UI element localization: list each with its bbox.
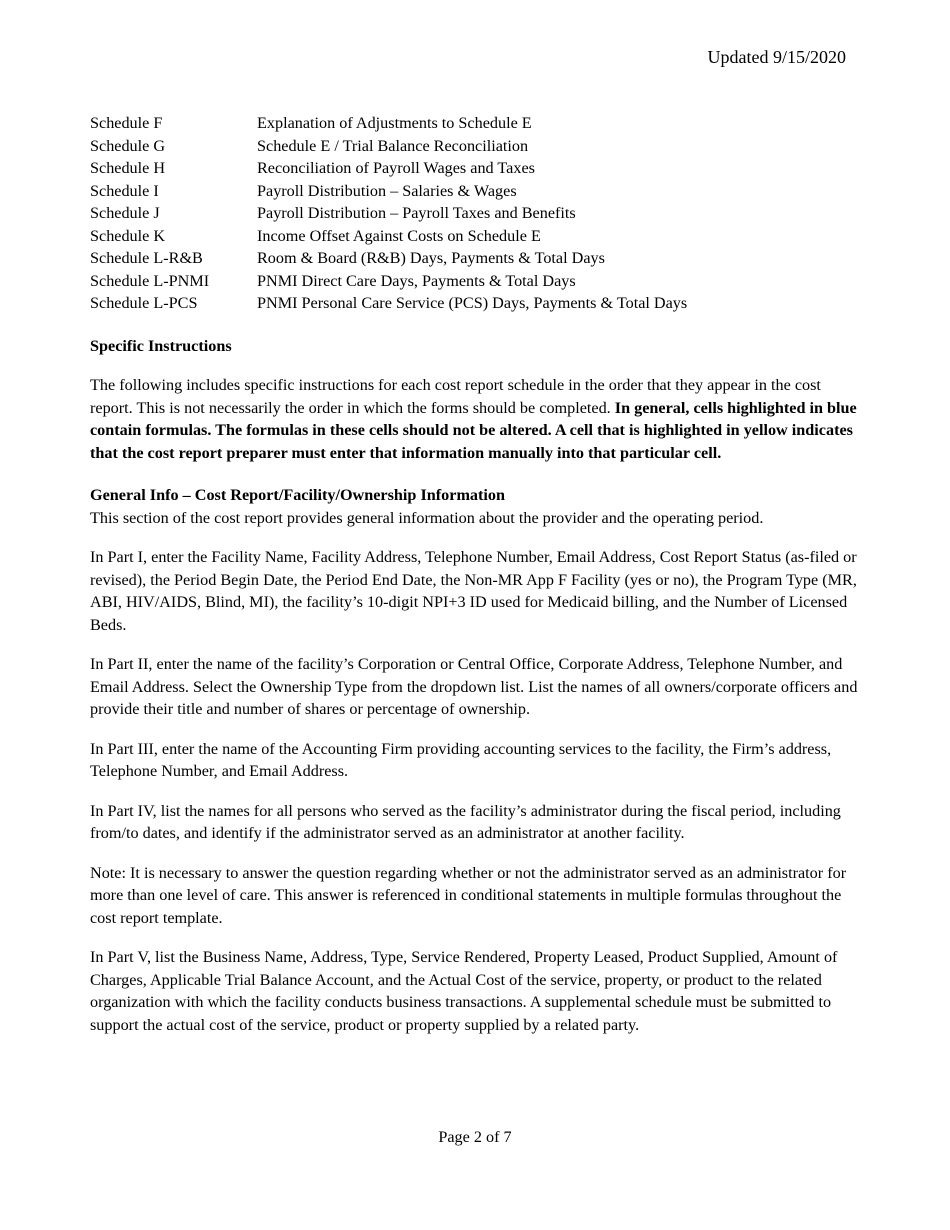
- part-i-paragraph: In Part I, enter the Facility Name, Facility Address, Telephone Number, Email Address, Cost Report Status (as-filed or revised), the Period Begin Date, the Period End Date, the Non-MR App F Facility (yes or no), the Program Type (MR, ABI, HIV/AIDS, Blind, MI), the facility’s 10-digit NPI+3 ID used for Medicaid billing, and the Number of Licensed Beds.: [90, 548, 857, 634]
- schedule-title: Reconciliation of Payroll Wages and Taxes: [257, 159, 535, 177]
- specific-instructions-heading: Specific Instructions: [90, 336, 232, 355]
- document-body: [90, 112, 865, 1036]
- schedule-title: Income Offset Against Costs on Schedule E: [257, 226, 541, 245]
- schedule-row: [90, 225, 865, 248]
- schedule-row: [90, 270, 865, 293]
- schedule-code: Schedule H: [90, 159, 166, 177]
- general-info-paragraph: This section of the cost report provides general information about the provider and the operating period.: [90, 508, 764, 527]
- page-number: Page 2 of 7: [438, 1128, 512, 1146]
- schedule-title: Payroll Distribution – Payroll Taxes and Benefits: [257, 204, 576, 222]
- schedule-title: PNMI Direct Care Days, Payments & Total Days: [257, 271, 576, 290]
- schedule-title: Schedule E / Trial Balance Reconciliation: [257, 136, 529, 155]
- schedule-code: Schedule G: [90, 136, 166, 155]
- schedule-code: Schedule J: [90, 204, 160, 222]
- schedule-row: [90, 202, 865, 225]
- part-ii-paragraph: In Part II, enter the name of the facility’s Corporation or Central Office, Corporate Address, Telephone Number, and Email Address. Select the Ownership Type from the dropdown list. List the names of all owners/corporate officers and provide their title and number of shares or percentage of ownership.: [90, 655, 858, 718]
- part-iii-paragraph: In Part III, enter the name of the Accounting Firm providing accounting services to the facility, the Firm’s address, Telephone Number, and Email Address.: [90, 739, 832, 780]
- schedule-title: PNMI Personal Care Service (PCS) Days, Payments & Total Days: [257, 294, 688, 312]
- schedule-row: [90, 292, 865, 315]
- schedule-title: Room & Board (R&B) Days, Payments & Total Days: [257, 249, 605, 267]
- schedule-row: [90, 135, 865, 158]
- intro-highlight-note: In general, cells highlighted in blue contain formulas. The formulas in these cells should not be altered. A cell that is highlighted in yellow indicates that the cost report preparer must enter that information manually into that particular cell.: [90, 398, 857, 462]
- note-paragraph: Note: It is necessary to answer the question regarding whether or not the administrator served as an administrator for more than one level of care. This answer is referenced in conditional statements in multiple formulas throughout the cost report template.: [90, 863, 847, 927]
- updated-date: Updated 9/15/2020: [707, 47, 846, 67]
- general-info-heading: General Info – Cost Report/Facility/Ownership Information: [90, 486, 506, 504]
- schedule-code: Schedule L-R&B: [90, 249, 203, 267]
- schedule-code: Schedule F: [90, 114, 163, 132]
- part-iv-paragraph: In Part IV, list the names for all persons who served as the facility’s administrator during the fiscal period, including from/to dates, and identify if the administrator served as an administrator at another facility.: [90, 801, 841, 842]
- schedule-title: Payroll Distribution – Salaries & Wages: [257, 181, 517, 200]
- schedule-row: [90, 180, 865, 203]
- schedule-title: Explanation of Adjustments to Schedule E: [257, 114, 532, 132]
- schedule-code: Schedule L-PCS: [90, 294, 198, 312]
- schedule-code: Schedule I: [90, 181, 159, 200]
- schedule-row: [90, 157, 865, 180]
- specific-instructions-intro: [90, 374, 865, 464]
- schedule-row: [90, 247, 865, 270]
- schedule-list: [90, 112, 865, 315]
- schedule-row: [90, 112, 865, 135]
- intro-text: The following includes specific instructions for each cost report schedule in the order that they appear in the cost report. This is not necessarily the order in which the forms should be completed.: [90, 376, 821, 417]
- schedule-code: Schedule K: [90, 226, 166, 245]
- schedule-code: Schedule L-PNMI: [90, 271, 210, 290]
- part-v-paragraph: In Part V, list the Business Name, Address, Type, Service Rendered, Property Leased, Product Supplied, Amount of Charges, Applicable Trial Balance Account, and the Actual Cost of the service, property, or product to the related organization with which the facility conducts business transactions. A supplemental schedule must be submitted to support the actual cost of the service, product or property supplied by a related party.: [90, 948, 838, 1034]
